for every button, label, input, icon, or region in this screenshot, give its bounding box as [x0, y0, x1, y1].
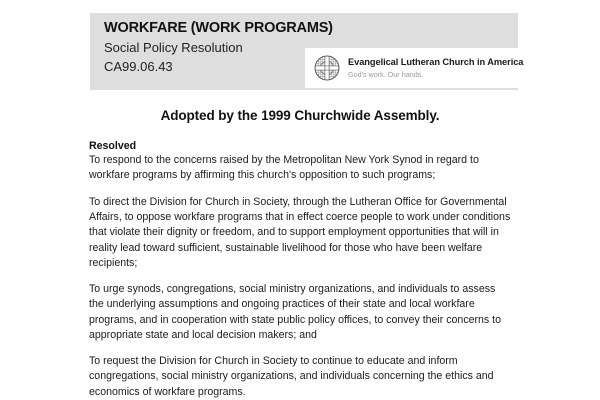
organization-name: Evangelical Lutheran Church in America — [348, 56, 524, 67]
document-code: CA99.06.43 — [104, 58, 173, 74]
resolved-label: Resolved — [89, 140, 137, 152]
resolution-body — [89, 139, 511, 400]
resolution-paragraph: To urge synods, congregations, social ministry organizations, and individuals to assess the underlying assumptions and ongoing practices of their state and local workfare programs, and in cooperation with state public policy offices, to convey their concerns to appropriate state and local decision makers; and — [89, 283, 502, 341]
elca-logo-lockup — [305, 48, 535, 88]
elca-circular-cross-logo — [314, 55, 340, 81]
elca-logo-text — [348, 57, 523, 79]
resolution-paragraph: To request the Division for Church in Society to continue to educate and inform congregations, social ministry organizations, and individuals concerning the ethics and economics of workfare programs. — [89, 355, 494, 398]
resolution-paragraph: To direct the Division for Church in Society, through the Lutheran Office for Governmental Affairs, to oppose workfare programs that in effect coerce people to work under conditions that violate their dignity or freedom, and to support employment opportunities that will in reality lead toward sufficient, sustainable livelihood for those who have been welfare recipients; — [89, 196, 511, 269]
resolution-paragraph: To respond to the concerns raised by the Metropolitan New York Synod in regard to workfare programs by affirming this church's opposition to such programs; — [89, 154, 479, 182]
organization-tagline: God's work. Our hands. — [348, 69, 424, 79]
adopted-heading: Adopted by the 1999 Churchwide Assembly. — [160, 108, 440, 123]
document-subtitle: Social Policy Resolution — [104, 40, 243, 56]
page-title: WORKFARE (WORK PROGRAMS) — [104, 20, 333, 36]
